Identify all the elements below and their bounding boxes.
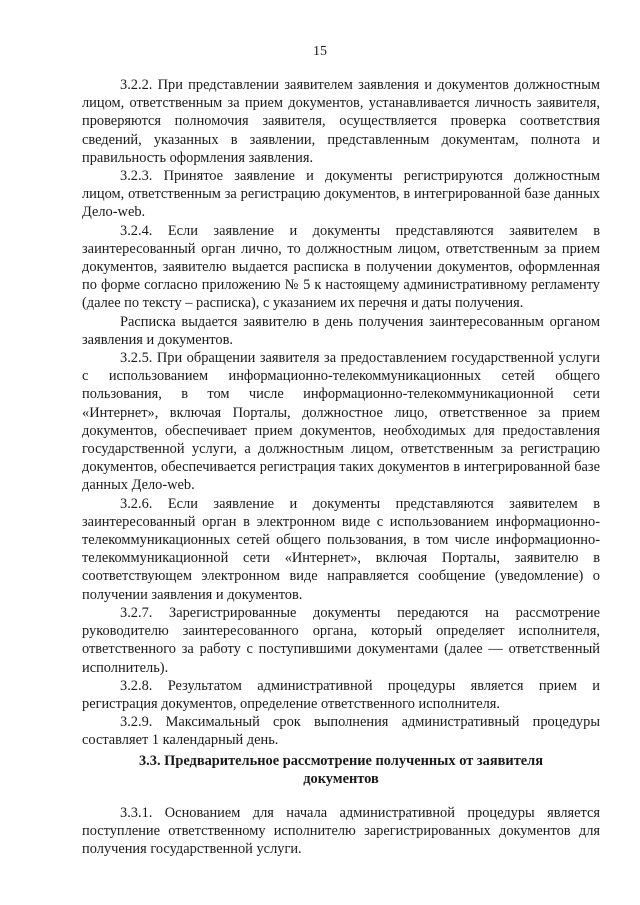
- section-heading-line-1: 3.3. Предварительное рассмотрение полученных от заявителя: [138, 753, 544, 769]
- section-heading-line-2: документов: [303, 771, 379, 788]
- section-body-text: [82, 804, 600, 859]
- paragraph-3-2-3: 3.2.3. Принятое заявление и документы регистрируются должностным лицом, ответственным за регистрацию документов, в интегрированной базе данных Дело-web.: [82, 168, 600, 221]
- paragraph-3-2-9: 3.2.9. Максимальный срок выполнения административный процедуры составляет 1 календарный день.: [82, 714, 600, 749]
- paragraph-3-2-6: 3.2.6. Если заявление и документы представляются заявителем в заинтересованный орган в электронном виде с использованием информационно-телекоммуникационных сетей общего пользования, в том числе информационно-телекоммуникационной сети «Интернет», включая Порталы, заявителю в соответствующем электронном виде направляется сообщение (уведомление) о получении заявления и документов.: [82, 495, 600, 603]
- body-text: [82, 76, 600, 750]
- section-heading-3-3: [82, 752, 600, 788]
- paragraph-receipt: Расписка выдается заявителю в день получения заинтересованным органом заявления и документов.: [82, 313, 600, 348]
- paragraph-3-2-2: 3.2.2. При представлении заявителем заявления и документов должностным лицом, ответственным за прием документов, устанавливается личность заявителя, проверяются полномочия заявителя, осуществляется проверка соответствия сведений, указанных в заявлении, представленным документам, полнота и правильность оформления заявления.: [82, 77, 600, 166]
- page-number: 15: [313, 44, 327, 59]
- paragraph-3-3-1: 3.3.1. Основанием для начала административной процедуры является поступление ответственному исполнителю зарегистрированных документов для получения государственной услуги.: [82, 805, 600, 858]
- paragraph-3-2-5: 3.2.5. При обращении заявителя за предоставлением государственной услуги с использованием информационно-телекоммуникационных сетей общего пользования, в том числе информационно-телекоммуникационной сети «Интернет», включая Порталы, должностное лицо, ответственное за прием документов, обеспечивает прием документов, необходимых для предоставления государственной услуги, а должностным лицом, ответственным за регистрацию документов, обеспечивается регистрация таких документов в интегрированной базе данных Дело-web.: [82, 350, 600, 494]
- paragraph-3-2-8: 3.2.8. Результатом административной процедуры является прием и регистрация документов, определение ответственного исполнителя.: [82, 677, 600, 712]
- paragraph-3-2-4: 3.2.4. Если заявление и документы представляются заявителем в заинтересованный орган лично, то должностным лицом, ответственным за прием документов, заявителю выдается расписка в получении документов, оформленная по форме согласно приложению № 5 к настоящему административному регламенту (далее по тексту – расписка), с указанием их перечня и даты получения.: [82, 222, 600, 312]
- paragraph-3-2-7: 3.2.7. Зарегистрированные документы передаются на рассмотрение руководителю заинтересованного органа, который определяет исполнителя, ответственного за работу с поступившими документами (далее — ответственный исполнитель).: [82, 604, 600, 676]
